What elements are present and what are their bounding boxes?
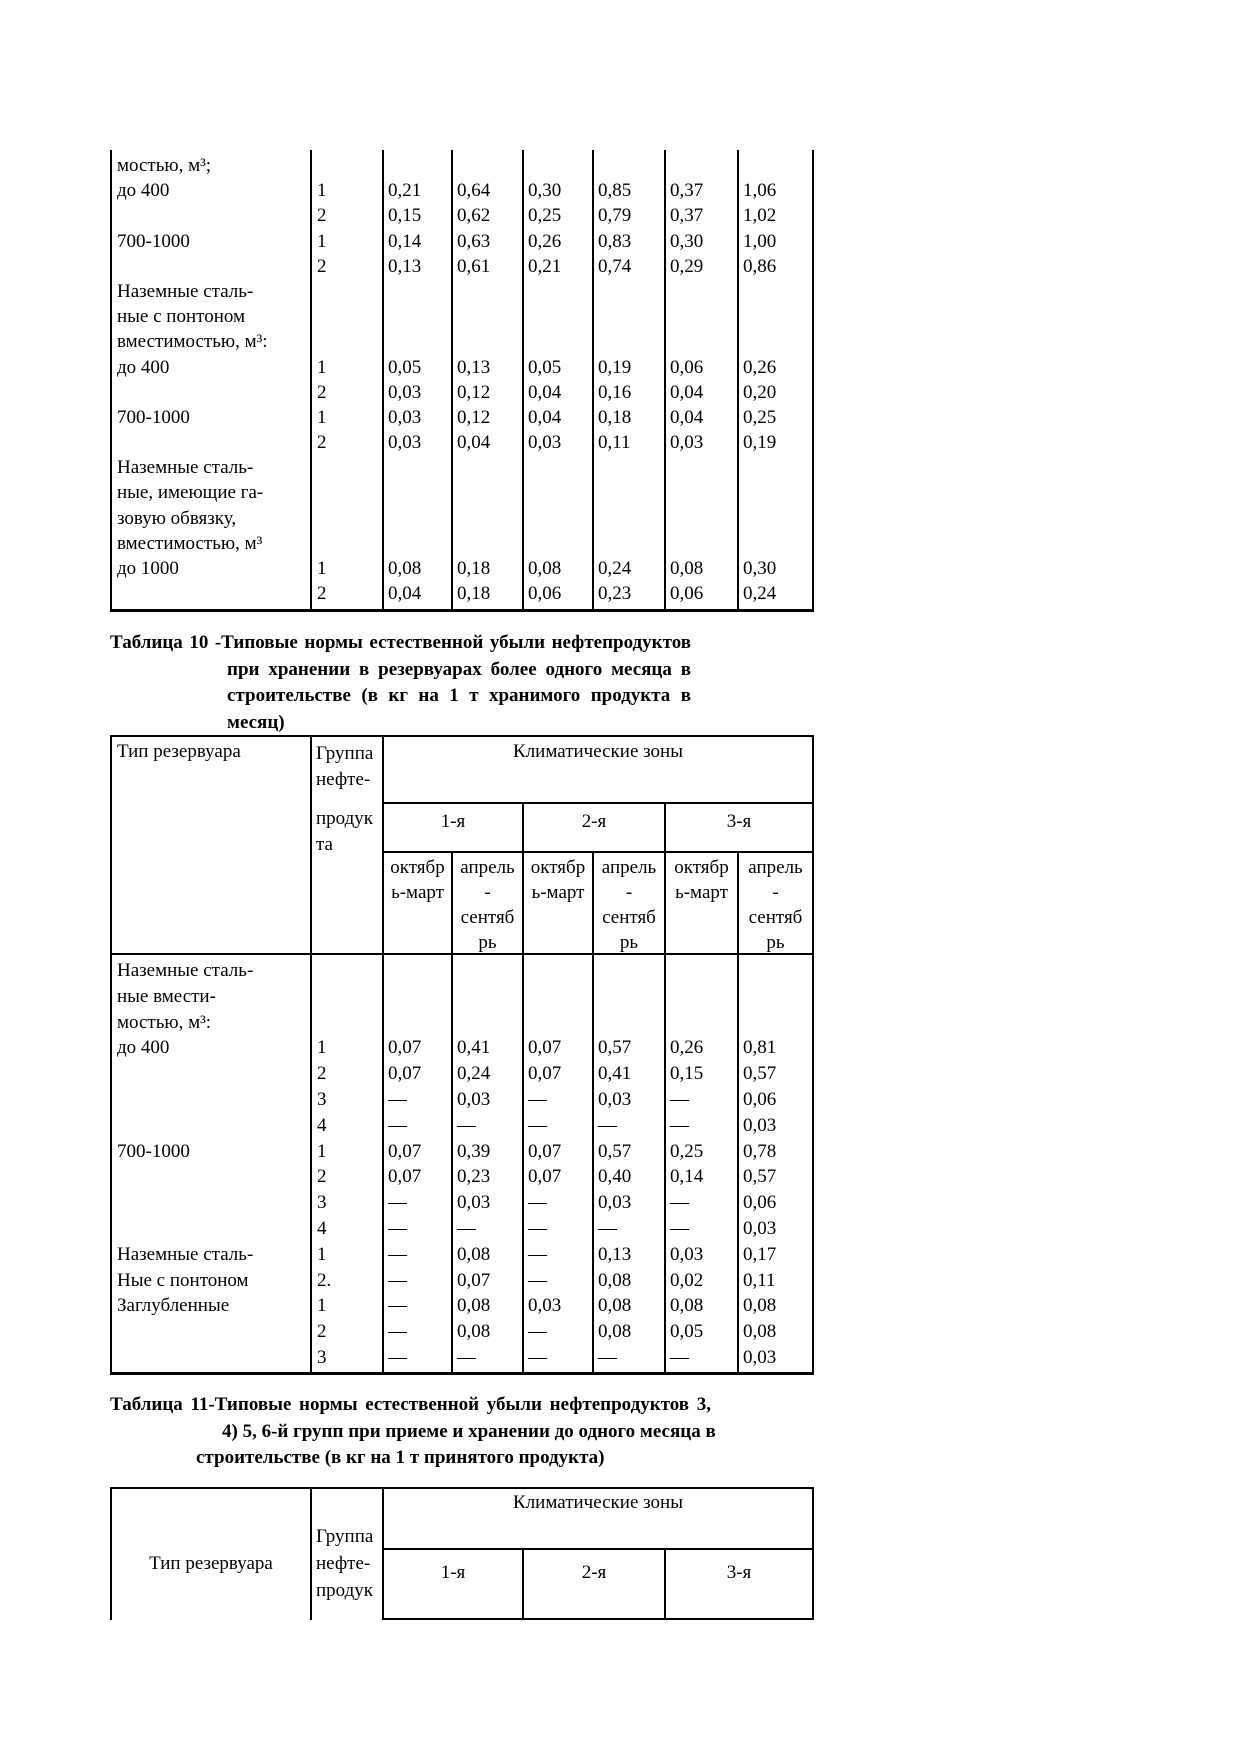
reservoir-type-column: мостью, м³; до 400 700-1000 Наземные сталь- ные с понтоном вместимостью, м³: до 400 700-1000 Наземные сталь- ные, имеющие га- зовую обвязку, вместимостью, м³ до 1000	[112, 150, 312, 609]
header-product-group	[312, 737, 384, 955]
zone3-oct-mar-column: 0,37 0,37 0,30 0,29 0,06 0,04 0,04 0,03 0,08 0,06	[666, 150, 739, 609]
table-11	[110, 1487, 814, 1620]
table10-title-line2: при хранении в резервуарах более одного месяца в	[227, 658, 691, 680]
t11-header-product-group: Группа нефте- продук	[312, 1489, 384, 1620]
header-zone-3: 3-я	[666, 804, 812, 853]
table11-title-line3: строительстве (в кг на 1 т принятого продукта)	[196, 1447, 605, 1468]
body-zone1-oct-mar: 0,07 0,07 — — 0,07 0,07 — — — — — — —	[384, 955, 453, 1372]
table10-title-line3: строительстве (в кг на 1 т хранимого продукта в	[227, 685, 691, 706]
header-product-group-bottom: продук та	[316, 808, 374, 855]
header-z2-apr-sep: апрель - сентяб рь	[594, 853, 666, 955]
zone2-apr-sep-column: 0,85 0,79 0,83 0,74 0,19 0,16 0,18 0,11 0,24 0,23	[594, 150, 666, 609]
header-zone-2: 2-я	[524, 804, 666, 853]
body-zone3-apr-sep: 0,81 0,57 0,06 0,03 0,78 0,57 0,06 0,03 0,17 0,11 0,08 0,08 0,03	[743, 1037, 777, 1368]
zone1-oct-mar-column: 0,21 0,15 0,14 0,13 0,05 0,03 0,03 0,03 0,08 0,04	[384, 150, 453, 609]
t11-header-climate-zones: Климатические зоны	[384, 1489, 812, 1550]
header-reservoir-type: Тип резервуара	[112, 737, 312, 955]
header-product-group-top: Группа нефте-	[316, 743, 374, 790]
body-zone3-oct-mar: 0,26 0,15 — — 0,25 0,14 — — 0,03 0,02 0,08 0,05 —	[666, 955, 739, 1372]
header-z1-apr-sep: апрель - сентяб рь	[453, 853, 524, 955]
table10-title	[110, 630, 691, 736]
table11-title	[110, 1392, 716, 1472]
header-zone-1: 1-я	[384, 804, 524, 853]
t11-header-zone-2: 2-я	[524, 1550, 666, 1620]
t11-header-zone-3: 3-я	[666, 1550, 812, 1620]
table10-title-line4: месяц)	[227, 711, 285, 733]
header-z2-oct-mar: октябр ь-март	[524, 853, 594, 955]
zone1-apr-sep-column: 0,64 0,62 0,63 0,61 0,13 0,12 0,12 0,04 0,18 0,18	[453, 150, 524, 609]
zone3-apr-sep-column: 1,06 1,02 1,00 0,86 0,26 0,20 0,25 0,19 0,30 0,24	[743, 180, 777, 605]
table11-title-line2: 4) 5, 6-й групп при приеме и хранении до одного месяца в	[222, 1420, 716, 1442]
header-climate-zones: Климатические зоны	[384, 737, 812, 804]
table-10	[110, 735, 814, 1375]
product-group-column: 1 2 1 2 1 2 1 2 1 2	[312, 150, 384, 609]
table10-title-line1: Таблица 10 -Типовые нормы естественной убыли нефтепродуктов	[110, 632, 691, 653]
header-z3-apr-sep: апрель - сентяб рь	[739, 853, 812, 955]
body-zone2-oct-mar: 0,07 0,07 — — 0,07 0,07 — — — — 0,03 — —	[524, 955, 594, 1372]
body-product-group-column: 1 2 3 4 1 2 3 4 1 2. 1 2 3	[312, 955, 384, 1372]
body-reservoir-type-column: Наземные сталь- ные вмести- мостью, м³: до 400 700-1000 Наземные сталь- Ные с понтоном Заглубленные	[112, 955, 312, 1372]
continuation-table	[110, 150, 814, 612]
body-zone1-apr-sep: 0,41 0,24 0,03 — 0,39 0,23 0,03 — 0,08 0,07 0,08 0,08 —	[453, 955, 524, 1372]
body-zone2-apr-sep: 0,57 0,41 0,03 — 0,57 0,40 0,03 — 0,13 0,08 0,08 0,08 —	[594, 955, 666, 1372]
header-z1-oct-mar: октябр ь-март	[384, 853, 453, 955]
t11-header-zone-1: 1-я	[384, 1550, 524, 1620]
table11-title-line1: Таблица 11-Типовые нормы естественной убыли нефтепродуктов 3,	[110, 1394, 711, 1415]
header-z3-oct-mar: октябр ь-март	[666, 853, 739, 955]
zone2-oct-mar-column: 0,30 0,25 0,26 0,21 0,05 0,04 0,04 0,03 0,08 0,06	[524, 150, 594, 609]
t11-header-reservoir-type: Тип резервуара	[112, 1489, 312, 1620]
